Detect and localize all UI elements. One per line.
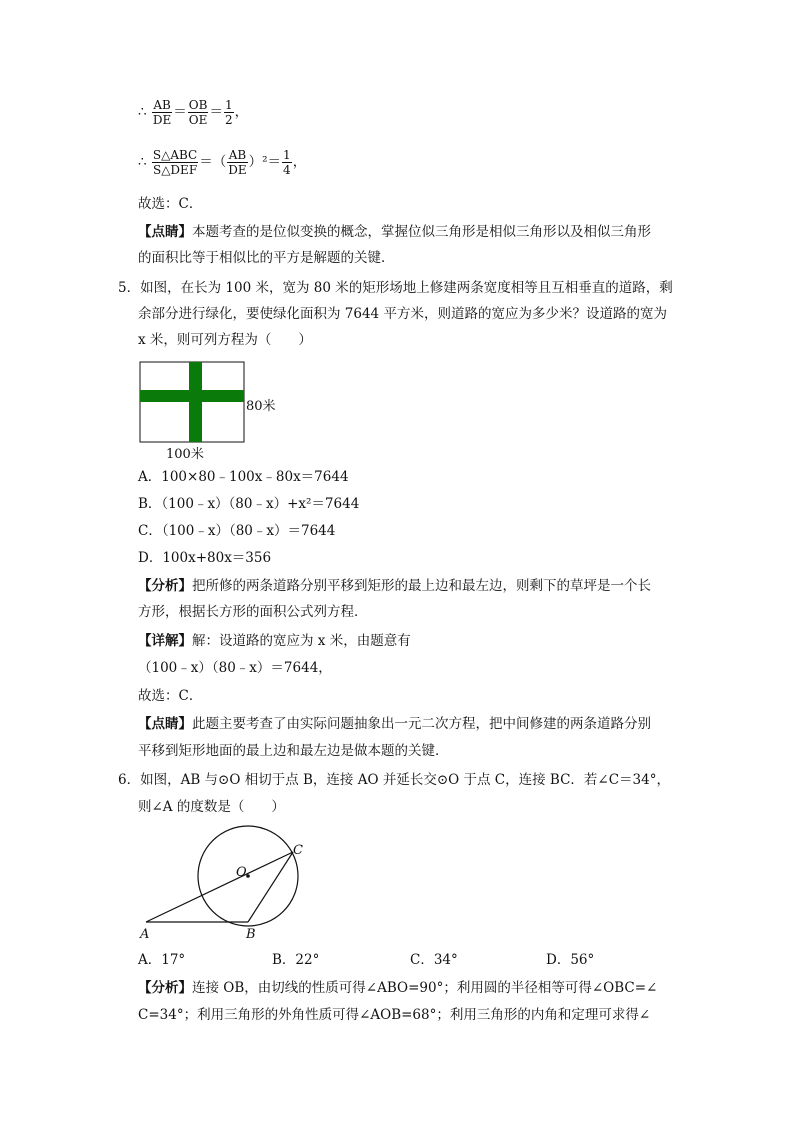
q5-analysis-line-1: 【分析】把所修的两条道路分别平移到矩形的最上边和最左边，则剩下的草坪是一个长: [138, 578, 651, 594]
q5-stem-line-3: x 米，则可列方程为（ ）: [138, 332, 312, 348]
q5-option-d: D．100x+80x＝356: [138, 550, 272, 566]
q5-option-b: B．（100﹣x）（80﹣x）+x²＝7644: [138, 496, 360, 512]
q5-figure: [136, 358, 296, 462]
fraction-area: $\frac{\text{S△ABC}}{\text{S△DEF}}$: [152, 148, 198, 177]
fraction-one-half: $\frac{1}{2}$: [224, 98, 233, 127]
q6-figure: [136, 822, 316, 944]
q5-option-a: A．100×80﹣100x﹣80x＝7644: [138, 469, 349, 485]
label-b: B: [246, 927, 256, 942]
q5-analysis-line-2: 方形，根据长方形的面积公式列方程．: [138, 604, 368, 620]
q6-option-d: D．56°: [546, 952, 595, 968]
q6-option-b: B．22°: [272, 952, 320, 968]
area-ratio-equation: ∴ $\frac{\text{S△ABC}}{\text{S△DEF}}$ ＝（ $\frac{AB}{DE}$ ）²＝ $\frac{1}{4}$ ，: [138, 148, 307, 177]
label-100m: 100米: [166, 447, 204, 462]
choose-answer-4: 故选：C．: [138, 196, 203, 212]
q5-option-c: C．（100﹣x）（80﹣x）＝7644: [138, 523, 336, 539]
center-dot: [246, 874, 250, 878]
fraction-ab-de: $\frac{AB}{DE}$: [152, 98, 172, 127]
q6-option-a: A．17°: [138, 952, 186, 968]
fraction-one-quarter: $\frac{1}{4}$: [283, 148, 291, 177]
point-4-line-2: 的面积比等于相似比的平方是解题的关键．: [138, 250, 395, 266]
q5-point-line-2: 平移到矩形地面的最上边和最左边是做本题的关键．: [138, 743, 449, 759]
q6-option-c: C．34°: [410, 952, 458, 968]
label-c: C: [293, 843, 303, 858]
label-o: O: [236, 865, 247, 880]
label-80m: 80米: [246, 399, 276, 414]
q5-detail-line-1: 【详解】解：设道路的宽应为 x 米，由题意有: [138, 633, 411, 649]
q5-detail-line-2: （100﹣x）（80﹣x）＝7644，: [138, 660, 332, 676]
fraction-ab-de-2: $\frac{AB}{DE}$: [228, 148, 247, 177]
point-4-line-1: 【点睛】本题考查的是位似变换的概念，掌握位似三角形是相似三角形以及相似三角形: [138, 224, 651, 240]
q6-analysis-line-2: C=34°；利用三角形的外角性质可得∠AOB=68°；利用三角形的内角和定理可求得∠: [138, 1007, 651, 1023]
q6-stem-line-1: 6．如图，AB 与⊙O 相切于点 B，连接 AO 并延长交⊙O 于点 C，连接 BC．若∠C＝34°，: [118, 772, 670, 788]
q6-analysis-line-1: 【分析】连接 OB，由切线的性质可得∠ABO=90°；利用圆的半径相等可得∠OBC=∠: [138, 980, 658, 996]
q5-choose: 故选：C．: [138, 688, 203, 704]
vertical-road: [189, 362, 202, 442]
q5-point-line-1: 【点睛】此题主要考查了由实际问题抽象出一元二次方程，把中间修建的两条道路分别: [138, 716, 651, 732]
ratio-equation: ∴ $\frac{AB}{DE}$ ＝ $\frac{OB}{OE}$ ＝ $\frac{1}{2}$ ，: [138, 98, 249, 127]
fraction-ob-oe: $\frac{OB}{OE}$: [188, 98, 208, 127]
label-a: A: [140, 927, 150, 942]
q6-stem-line-2: 则∠A 的度数是（ ）: [138, 799, 285, 815]
q5-stem-line-1: 5．如图，在长为 100 米，宽为 80 米的矩形场地上修建两条宽度相等且互相垂直的道路，剩: [118, 280, 673, 296]
q5-stem-line-2: 余部分进行绿化，要使绿化面积为 7644 平方米，则道路的宽应为多少米？设道路的宽为: [138, 306, 667, 322]
